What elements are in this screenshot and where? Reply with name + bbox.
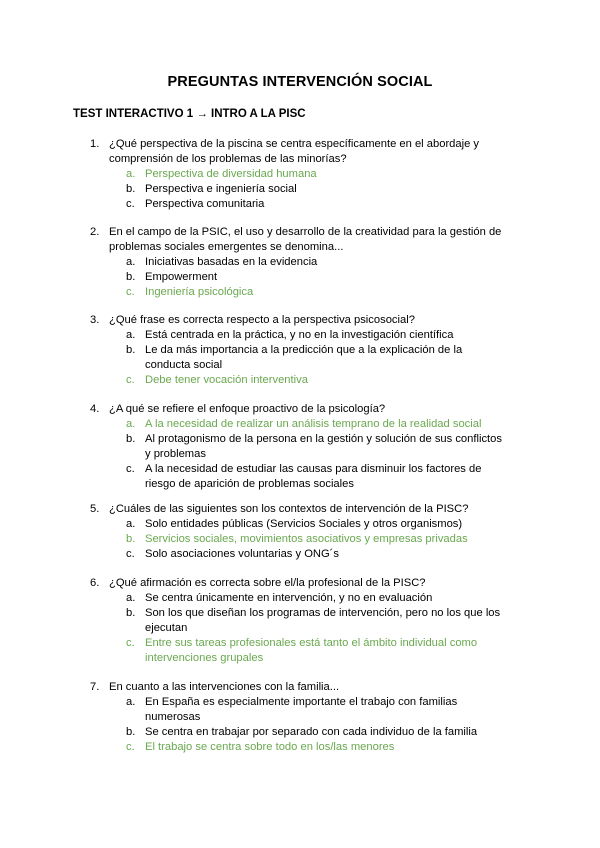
answer-option-correct xyxy=(90,740,510,755)
option-text: Entre sus tareas profesionales está tanto el ámbito individual como intervenciones grupales xyxy=(145,637,478,664)
answer-option-correct xyxy=(90,167,510,182)
question-number: 1. xyxy=(90,138,100,150)
question-number: 5. xyxy=(90,503,100,515)
question-text: ¿A qué se refiere el enfoque proactivo de la psicología? xyxy=(109,403,386,415)
option-letter: a. xyxy=(126,168,136,180)
option-list xyxy=(90,328,510,388)
question-text: En cuanto a las intervenciones con la familia... xyxy=(109,681,340,693)
option-text: Se centra en trabajar por separado con cada individuo de la familia xyxy=(145,726,478,738)
answer-option xyxy=(90,517,510,532)
option-text: Iniciativas basadas en la evidencia xyxy=(145,256,318,268)
question-text: En el campo de la PSIC, el uso y desarrollo de la creatividad para la gestión de problemas sociales emergentes se denomina... xyxy=(109,226,502,253)
answer-option-correct xyxy=(90,285,510,300)
question-3 xyxy=(90,313,510,388)
answer-option xyxy=(90,182,510,197)
option-letter: c. xyxy=(126,463,135,475)
question-number: 6. xyxy=(90,577,100,589)
answer-option-correct xyxy=(90,636,510,666)
option-list xyxy=(90,517,510,562)
option-text: A la necesidad de realizar un análisis temprano de la realidad social xyxy=(145,418,482,430)
answer-option xyxy=(90,695,510,725)
question-1 xyxy=(90,137,510,212)
option-text: En España es especialmente importante el trabajo con familias numerosas xyxy=(145,696,458,723)
option-text: A la necesidad de estudiar las causas para disminuir los factores de riesgo de aparición de problemas sociales xyxy=(145,463,482,490)
option-letter: b. xyxy=(126,433,136,445)
answer-option xyxy=(90,462,510,492)
option-letter: a. xyxy=(126,329,136,341)
option-list xyxy=(90,591,510,666)
question-7 xyxy=(90,680,510,755)
option-letter: a. xyxy=(126,592,136,604)
option-text: Le da más importancia a la predicción que a la explicación de la conducta social xyxy=(145,344,463,371)
answer-option xyxy=(90,343,510,373)
answer-option-correct xyxy=(90,417,510,432)
option-letter: a. xyxy=(126,696,136,708)
question-number: 2. xyxy=(90,226,100,238)
option-text: Son los que diseñan los programas de intervención, pero no los que los ejecutan xyxy=(145,607,501,634)
option-text: Perspectiva de diversidad humana xyxy=(145,168,317,180)
option-text: Debe tener vocación interventiva xyxy=(145,374,308,386)
option-letter: b. xyxy=(126,726,136,738)
option-letter: b. xyxy=(126,533,136,545)
option-letter: c. xyxy=(126,548,135,560)
option-list xyxy=(90,255,510,300)
answer-option xyxy=(90,547,510,562)
question-4 xyxy=(90,402,510,492)
option-letter: b. xyxy=(126,183,136,195)
section-heading: TEST INTERACTIVO 1 → INTRO A LA PISC xyxy=(73,108,306,120)
answer-option-correct xyxy=(90,373,510,388)
question-5 xyxy=(90,502,510,562)
option-text: Solo asociaciones voluntarias y ONG´s xyxy=(145,548,340,560)
answer-option xyxy=(90,270,510,285)
answer-option-correct xyxy=(90,532,510,547)
option-letter: a. xyxy=(126,518,136,530)
option-text: Servicios sociales, movimientos asociativos y empresas privadas xyxy=(145,533,468,545)
answer-option xyxy=(90,328,510,343)
option-text: Perspectiva e ingeniería social xyxy=(145,183,297,195)
answer-option xyxy=(90,255,510,270)
option-text: Al protagonismo de la persona en la gestión y solución de sus conflictos y problemas xyxy=(145,433,502,460)
option-letter: c. xyxy=(126,286,135,298)
option-list xyxy=(90,695,510,755)
option-letter: b. xyxy=(126,607,136,619)
question-2 xyxy=(90,225,510,300)
option-text: Solo entidades públicas (Servicios Sociales y otros organismos) xyxy=(145,518,463,530)
option-list xyxy=(90,167,510,212)
option-text: Perspectiva comunitaria xyxy=(145,198,265,210)
question-text: ¿Qué frase es correcta respecto a la perspectiva psicosocial? xyxy=(109,314,415,326)
option-letter: a. xyxy=(126,418,136,430)
answer-option xyxy=(90,606,510,636)
option-letter: c. xyxy=(126,198,135,210)
question-text: ¿Qué perspectiva de la piscina se centra específicamente en el abordaje y comprensión de los problemas de las minorías? xyxy=(109,138,480,165)
option-text: Ingeniería psicológica xyxy=(145,286,254,298)
answer-option xyxy=(90,197,510,212)
option-text: Empowerment xyxy=(145,271,218,283)
question-number: 7. xyxy=(90,681,100,693)
option-text: Está centrada en la práctica, y no en la investigación científica xyxy=(145,329,454,341)
answer-option xyxy=(90,725,510,740)
answer-option xyxy=(90,591,510,606)
question-number: 4. xyxy=(90,403,100,415)
page-title: PREGUNTAS INTERVENCIÓN SOCIAL xyxy=(167,74,433,90)
option-letter: b. xyxy=(126,271,136,283)
option-letter: c. xyxy=(126,741,135,753)
question-text: ¿Qué afirmación es correcta sobre el/la profesional de la PISC? xyxy=(109,577,426,589)
option-letter: b. xyxy=(126,344,136,356)
question-number: 3. xyxy=(90,314,100,326)
answer-option xyxy=(90,432,510,462)
option-text: Se centra únicamente en intervención, y no en evaluación xyxy=(145,592,433,604)
question-6 xyxy=(90,576,510,666)
option-list xyxy=(90,417,510,492)
option-letter: c. xyxy=(126,637,135,649)
option-letter: a. xyxy=(126,256,136,268)
option-letter: c. xyxy=(126,374,135,386)
option-text: El trabajo se centra sobre todo en los/las menores xyxy=(145,741,395,753)
question-text: ¿Cuáles de las siguientes son los contextos de intervención de la PISC? xyxy=(109,503,469,515)
